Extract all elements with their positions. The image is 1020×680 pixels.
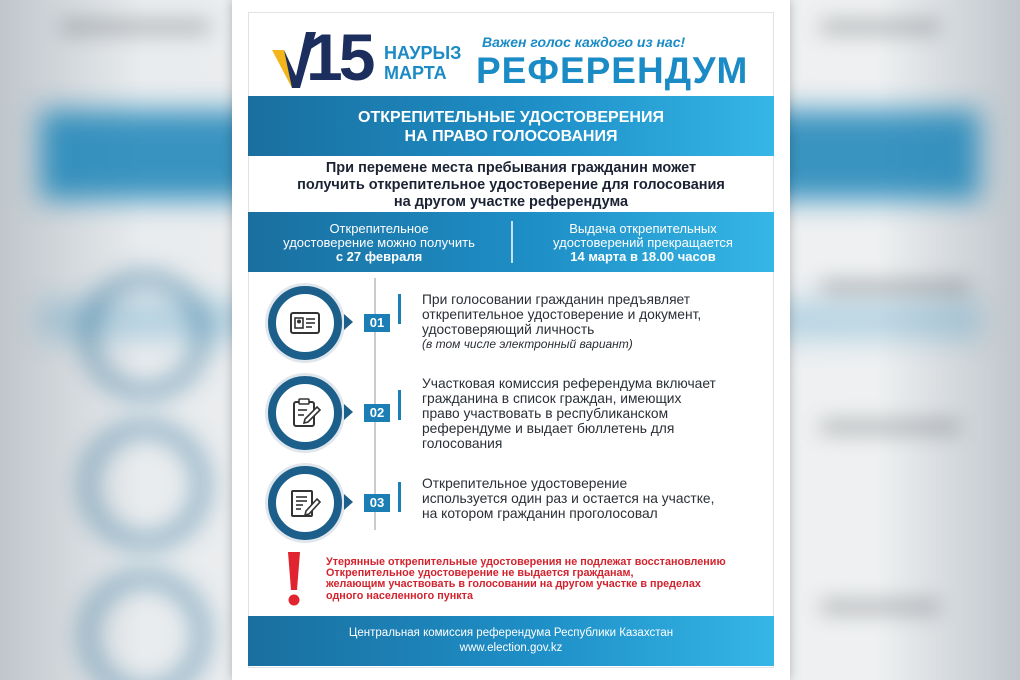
date-caption: удостоверение можно получить xyxy=(283,235,475,250)
section-title-line: НА ПРАВО ГОЛОСОВАНИЯ xyxy=(404,128,618,145)
section-title-line: ОТКРЕПИТЕЛЬНЫЕ УДОСТОВЕРЕНИЯ xyxy=(358,109,664,126)
footer-band xyxy=(248,616,774,666)
step-03 xyxy=(248,466,774,546)
step-number: 01 xyxy=(364,314,390,332)
date-caption: удостоверений прекращается xyxy=(553,235,733,250)
step-line: используется один раз и остается на участке, xyxy=(422,491,715,506)
warning-line: Утерянные открепительные удостоверения не подлежат восстановлению xyxy=(326,556,726,568)
warning-line: одного населенного пункта xyxy=(326,589,473,602)
step-text xyxy=(422,292,762,352)
footer-url: www.election.gov.kz xyxy=(459,642,563,654)
step-pointer xyxy=(344,404,353,420)
step-line: удостоверяющий личность xyxy=(422,322,595,337)
step-line: открепительное удостоверение и документ, xyxy=(422,307,702,322)
logo-number: 15 xyxy=(306,20,372,94)
step-circle xyxy=(268,466,342,540)
warning-text xyxy=(326,557,766,602)
step-line: Участковая комиссия референдума включает xyxy=(422,376,716,391)
step-line: референдуме и выдает бюллетень для xyxy=(422,421,675,436)
start-date: с 27 февраля xyxy=(335,249,423,264)
step-accent-bar xyxy=(398,390,401,420)
id-card-icon xyxy=(289,307,321,339)
end-date-block xyxy=(512,222,774,264)
warning-line: желающим участвовать в голосовании на другом участке в пределах xyxy=(326,578,701,591)
intro-line: При перемене места пребывания гражданин может xyxy=(325,160,697,176)
step-02 xyxy=(248,374,774,464)
step-number: 03 xyxy=(364,494,390,512)
step-01 xyxy=(248,284,774,364)
step-line: голосования xyxy=(422,436,503,451)
step-number: 02 xyxy=(364,404,390,422)
step-circle xyxy=(268,286,342,360)
warning-line: Открепительное удостоверение не выдается гражданам, xyxy=(326,567,634,580)
step-text xyxy=(422,376,762,451)
step-line: право участвовать в республиканском xyxy=(422,406,669,421)
step-pointer xyxy=(344,314,353,330)
clipboard-pen-icon xyxy=(289,397,321,429)
step-circle xyxy=(268,376,342,450)
intro-line: получить открепительное удостоверение для голосования xyxy=(297,177,725,193)
step-line: Открепительное удостоверение xyxy=(422,476,628,491)
referendum-logo xyxy=(272,22,472,92)
dates-band xyxy=(248,212,774,272)
step-accent-bar xyxy=(398,482,401,512)
end-date: 14 марта в 18.00 часов xyxy=(570,249,716,264)
step-line: При голосовании гражданин предъявляет xyxy=(422,292,691,307)
exclamation-icon xyxy=(286,552,302,606)
poster-title: РЕФЕРЕНДУМ xyxy=(476,50,749,91)
referendum-poster xyxy=(232,0,790,680)
date-caption: Выдача открепительных xyxy=(569,221,717,236)
document-pen-icon xyxy=(289,487,321,519)
step-pointer xyxy=(344,494,353,510)
step-line: на котором гражданин проголосовал xyxy=(422,506,658,521)
logo-month-ru: МАРТА xyxy=(384,63,447,83)
slogan: Важен голос каждого из нас! xyxy=(482,34,686,50)
footer-org: Центральная комиссия референдума Республики Казахстан xyxy=(348,627,674,639)
intro-text xyxy=(248,160,774,211)
step-accent-bar xyxy=(398,294,401,324)
intro-line: на другом участке референдума xyxy=(393,194,629,210)
section-title-band xyxy=(248,96,774,156)
logo-month-kz: НАУРЫЗ xyxy=(384,43,462,63)
step-text xyxy=(422,476,762,521)
start-date-block xyxy=(248,222,510,264)
step-note: (в том числе электронный вариант) xyxy=(422,337,633,351)
date-caption: Открепительное xyxy=(329,221,429,236)
step-line: гражданина в список граждан, имеющих xyxy=(422,391,682,406)
